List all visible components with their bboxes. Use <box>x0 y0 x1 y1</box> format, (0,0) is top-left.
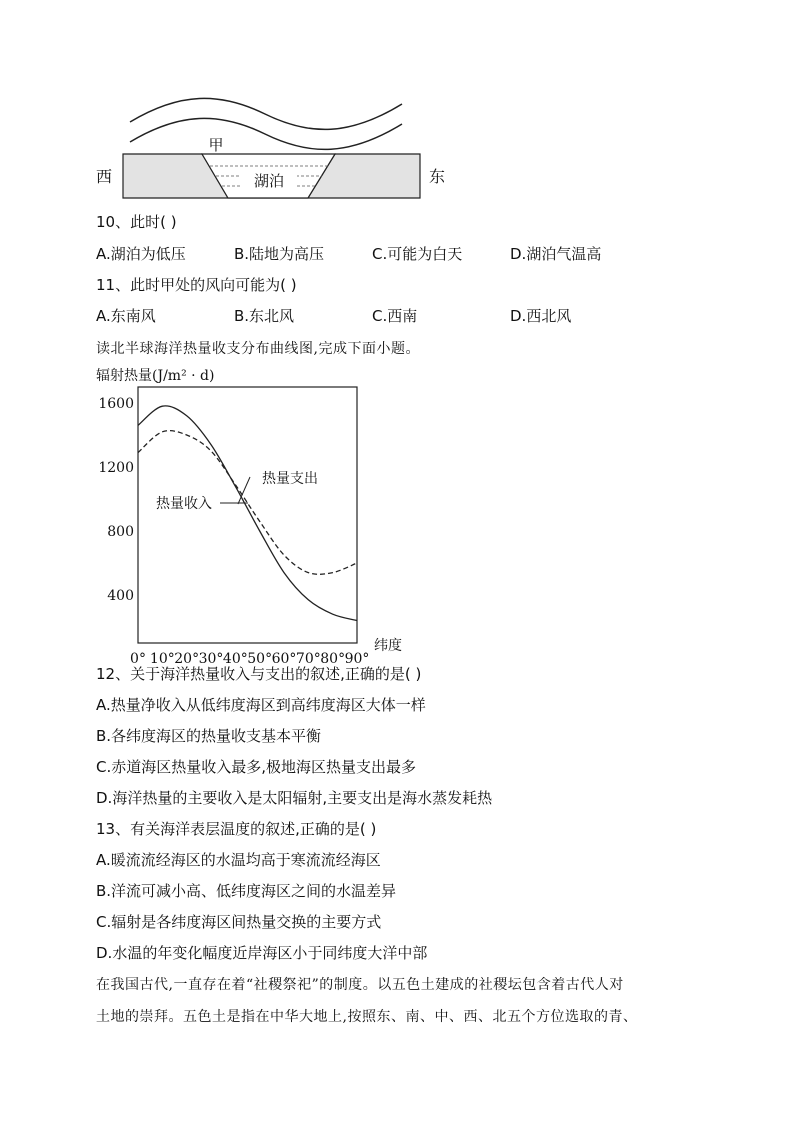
question-13-option-d[interactable]: D.水温的年变化幅度近岸海区小于同纬度大洋中部 <box>96 944 428 962</box>
y-tick-label: 400 <box>107 588 134 604</box>
wind-wave-upper <box>130 98 402 129</box>
series-line-heat-income <box>138 406 357 621</box>
ocean-heat-budget-chart <box>90 362 430 667</box>
east-label: 东 <box>428 167 446 186</box>
question-13-option-a[interactable]: A.暖流流经海区的水温均高于寒流流经海区 <box>96 851 381 869</box>
x-tick-label: 30° <box>198 651 224 667</box>
x-tick-label: 90° <box>344 651 370 667</box>
question-13-option-c[interactable]: C.辐射是各纬度海区间热量交换的主要方式 <box>96 913 382 931</box>
x-tick-label: 20° <box>174 651 200 667</box>
chart-y-axis-label: 辐射热量(J/m² · d) <box>96 368 215 384</box>
x-tick-label: 40° <box>222 651 248 667</box>
chart-x-axis-label: 纬度 <box>374 638 402 654</box>
question-12-option-d[interactable]: D.海洋热量的主要收入是太阳辐射,主要支出是海水蒸发耗热 <box>96 789 493 807</box>
passage-line-1: 在我国古代,一直存在着“社稷祭祀”的制度。以五色土建成的社稷坛包含着古代人对 <box>96 977 624 993</box>
question-10-stem: 10、此时( ) <box>96 213 177 231</box>
question-10-option-d[interactable]: D.湖泊气温高 <box>510 245 602 263</box>
question-12-option-c[interactable]: C.赤道海区热量收入最多,极地海区热量支出最多 <box>96 758 417 776</box>
west-label: 西 <box>95 167 113 186</box>
question-10-option-a[interactable]: A.湖泊为低压 <box>96 245 186 263</box>
question-10-option-b[interactable]: B.陆地为高压 <box>234 245 325 263</box>
chart-plot-frame <box>138 387 357 643</box>
question-11-option-c[interactable]: C.西南 <box>372 307 418 325</box>
x-tick-label: 80° <box>320 651 346 667</box>
question-13-option-b[interactable]: B.洋流可减小高、低纬度海区之间的水温差异 <box>96 882 397 900</box>
x-tick-label: 10° <box>149 651 175 667</box>
y-tick-label: 1200 <box>98 460 134 476</box>
lake-label: 湖泊 <box>253 172 285 190</box>
passage-line-2: 土地的崇拜。五色土是指在中华大地上,按照东、南、中、西、北五个方位选取的青、 <box>96 1009 638 1025</box>
lake-cross-section-figure <box>90 100 450 210</box>
legend-label-heat-income: 热量收入 <box>156 496 212 512</box>
jia-label: 甲 <box>208 136 224 154</box>
chart-intro-text: 读北半球海洋热量收支分布曲线图,完成下面小题。 <box>96 341 420 357</box>
legend-label-heat-expense: 热量支出 <box>262 471 318 487</box>
question-12-stem: 12、关于海洋热量收入与支出的叙述,正确的是( ) <box>96 665 422 683</box>
question-11-option-d[interactable]: D.西北风 <box>510 307 572 325</box>
x-tick-label: 0° <box>130 651 146 667</box>
leader-line-heat-expense <box>238 477 250 504</box>
question-11-option-a[interactable]: A.东南风 <box>96 307 156 325</box>
y-tick-label: 1600 <box>98 396 134 412</box>
question-10-option-c[interactable]: C.可能为白天 <box>372 245 463 263</box>
x-tick-label: 70° <box>295 651 321 667</box>
question-11-option-b[interactable]: B.东北风 <box>234 307 295 325</box>
question-11-stem: 11、此时甲处的风向可能为( ) <box>96 276 297 294</box>
question-12-option-a[interactable]: A.热量净收入从低纬度海区到高纬度海区大体一样 <box>96 696 426 714</box>
x-tick-label: 50° <box>247 651 273 667</box>
y-tick-label: 800 <box>107 524 134 540</box>
question-12-option-b[interactable]: B.各纬度海区的热量收支基本平衡 <box>96 727 322 745</box>
question-13-stem: 13、有关海洋表层温度的叙述,正确的是( ) <box>96 820 377 838</box>
x-tick-label: 60° <box>271 651 297 667</box>
